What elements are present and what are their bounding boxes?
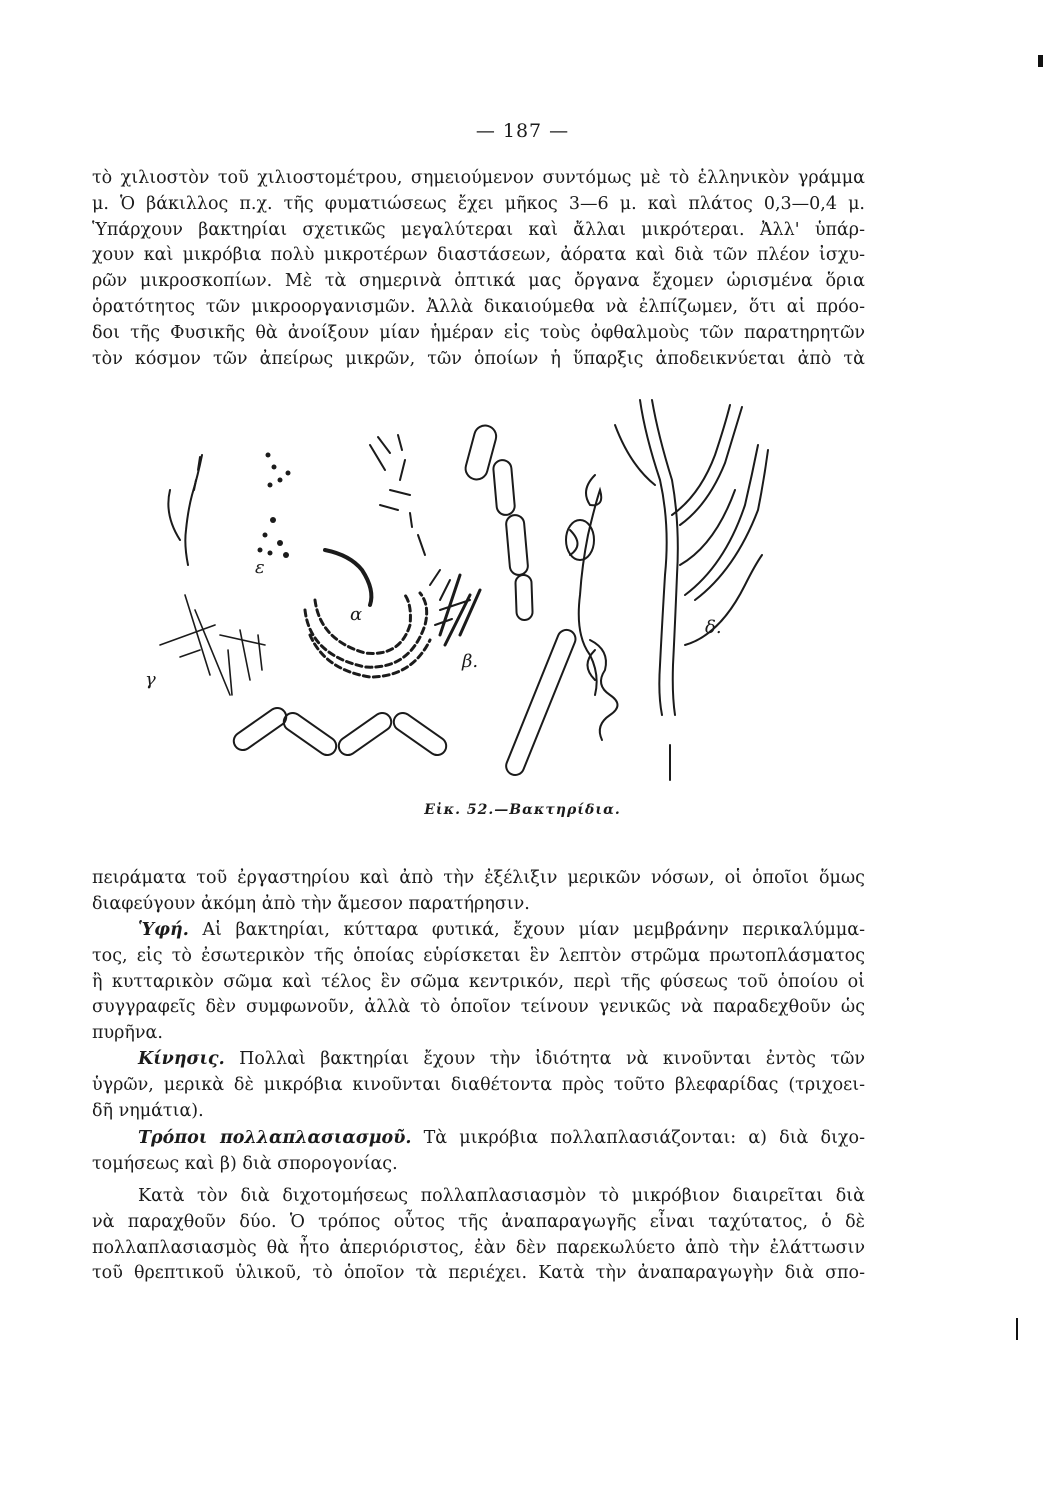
text-line: Κατὰ τὸν διὰ διχοτομήσεως πολλαπλασιασμὸν τὸ μικρόβιον διαιρεῖται διὰ (138, 1186, 865, 1206)
intro-paragraph (92, 166, 865, 372)
text-line: πολλαπλασιασμὸς θὰ ἦτο ἀπεριόριστος, ἐὰν δὲν παρεκωλύετο ἀπὸ τὴν ἐλάττωσιν (92, 1237, 865, 1258)
text-line: νὰ παραχθοῦν δύο. Ὁ τρόπος οὗτος τῆς ἀναπαραγωγῆς εἶναι ταχύτατος, ὁ δὲ (92, 1211, 865, 1232)
text-line: χουν καὶ μικρόβια πολὺ μικροτέρων διαστάσεων, ἀόρατα καὶ διὰ τῶν πλέον ἰσχυ- (92, 245, 865, 266)
flagellated-bacterium-illustration (566, 475, 618, 740)
text-line: δῆ νημάτια). (92, 1100, 204, 1121)
section-first-line: Ὑφή. Αἱ βακτηρίαι, κύτταρα φυτικά, ἔχουν μίαν μεμβράνην περικαλύμμα- (138, 920, 865, 940)
text-line: τοῦ θρεπτικοῦ ὑλικοῦ, τὸ ὁποῖον τὰ περιέχει. Κατὰ τὴν ἀναπαραγωγὴν διὰ σπο- (92, 1263, 865, 1284)
text-line: τος, εἰς τὸ ἐσωτερικὸν τῆς ὁποίας εὑρίσκεται ἓν λεπτὸν στρῶμα πρωτοπλάσματος (92, 945, 865, 966)
text-line: δοι τῆς Φυσικῆς θὰ ἀνοίξουν μίαν ἡμέραν εἰς τοὺς ὀφθαλμοὺς τῶν παρατηρητῶν (92, 322, 865, 343)
text-line: μ. Ὁ βάκιλλος π.χ. τῆς φυματιώσεως ἔχει μῆκος 3—6 μ. καὶ πλάτος 0,3—0,4 μ. (92, 193, 865, 214)
text-line: τὸ χιλιοστὸν τοῦ χιλιοστομέτρου, σημειούμενον συντόμως μὲ τὸ ἑλληνικὸν γράμμα (92, 168, 865, 188)
bacteria-figure (140, 395, 880, 795)
text-line: συγγραφεῖς δὲν συμφωνοῦν, ἀλλὰ τὸ ὁποῖον τείνουν γενικῶς νὰ παραδεχθοῦν ὡς (92, 997, 865, 1018)
spore-rods-illustration (463, 423, 578, 778)
text-line: ρῶν μικροσκοπίων. Μὲ τὰ σημερινὰ ὀπτικά μας ὄργανα ἔχομεν ὡρισμένα ὅρια (92, 271, 865, 292)
alpha-chain-illustration (305, 550, 430, 677)
scan-edge-mark (1016, 1318, 1018, 1340)
delta-filaments-illustration (615, 400, 768, 780)
gamma-rods-illustration (160, 455, 265, 695)
label-gamma: γ (145, 669, 156, 690)
section-first-line: Τρόποι πολλαπλασιασμοῦ. Τὰ μικρόβια πολλαπλασιάζονται: α) διὰ διχο- (138, 1128, 865, 1148)
section-structure (92, 918, 865, 1047)
label-beta: β. (462, 651, 479, 672)
label-epsilon: ε (255, 557, 265, 578)
after-figure-paragraph (92, 866, 865, 918)
bottom-rods-illustration (230, 704, 449, 758)
section-first-line: Κίνησις. Πολλαὶ βακτηρίαι ἔχουν τὴν ἰδιότητα νὰ κινοῦνται ἐντὸς τῶν (138, 1049, 865, 1069)
text-line: πυρῆνα. (92, 1023, 163, 1044)
section-motion (92, 1047, 865, 1124)
scan-edge-mark (1038, 55, 1043, 67)
label-delta: δ. (705, 617, 722, 638)
text-line: ὑγρῶν, μερικὰ δὲ μικρόβια κινοῦνται διαθέτοντα πρὸς τοῦτο βλεφαρίδας (τριχοει- (92, 1074, 865, 1095)
text-line: τὸν κόσμον τῶν ἀπείρως μικρῶν, τῶν ὁποίων ἡ ὕπαρξις ἀποδεικνύεται ἀπὸ τὰ (92, 348, 865, 369)
text-line: πειράματα τοῦ ἐργαστηρίου καὶ ἀπὸ τὴν ἐξέλιξιν μερικῶν νόσων, οἱ ὁποῖοι ὅμως (92, 868, 865, 888)
text-line: ὁρατότητος τῶν μικροοργανισμῶν. Ἀλλὰ δικαιούμεθα νὰ ἐλπίζωμεν, ὅτι αἱ πρόο- (92, 296, 865, 317)
section-heading: Ὑφή. (138, 920, 189, 940)
binary-fission-paragraph (92, 1184, 865, 1287)
section-heading: Τρόποι πολλαπλασιασμοῦ. (138, 1128, 412, 1148)
section-multiplication (92, 1126, 865, 1178)
epsilon-cocci-illustration (258, 453, 291, 559)
text-line: Ὑπάρχουν βακτηρίαι σχετικῶς μεγαλύτεραι καὶ ἄλλαι μικρότεραι. Ἀλλ' ὑπάρ- (92, 219, 865, 240)
text-line: ἢ κυτταρικὸν σῶμα καὶ τέλος ἓν σῶμα κεντρικόν, περὶ τῆς φύσεως τοῦ ὁποίου οἱ (92, 971, 865, 992)
page-number: — 187 — (475, 120, 570, 142)
label-alpha: α (350, 604, 363, 625)
text-line: διαφεύγουν ἀκόμη ἀπὸ τὴν ἄμεσον παρατήρησιν. (92, 893, 530, 914)
figure-caption: Εἰκ. 52.—Βακτηρίδια. (424, 802, 621, 818)
section-heading: Κίνησις. (138, 1049, 225, 1069)
text-line: τομήσεως καὶ β) διὰ σπορογονίας. (92, 1153, 398, 1174)
beta-rods-illustration (370, 435, 480, 645)
